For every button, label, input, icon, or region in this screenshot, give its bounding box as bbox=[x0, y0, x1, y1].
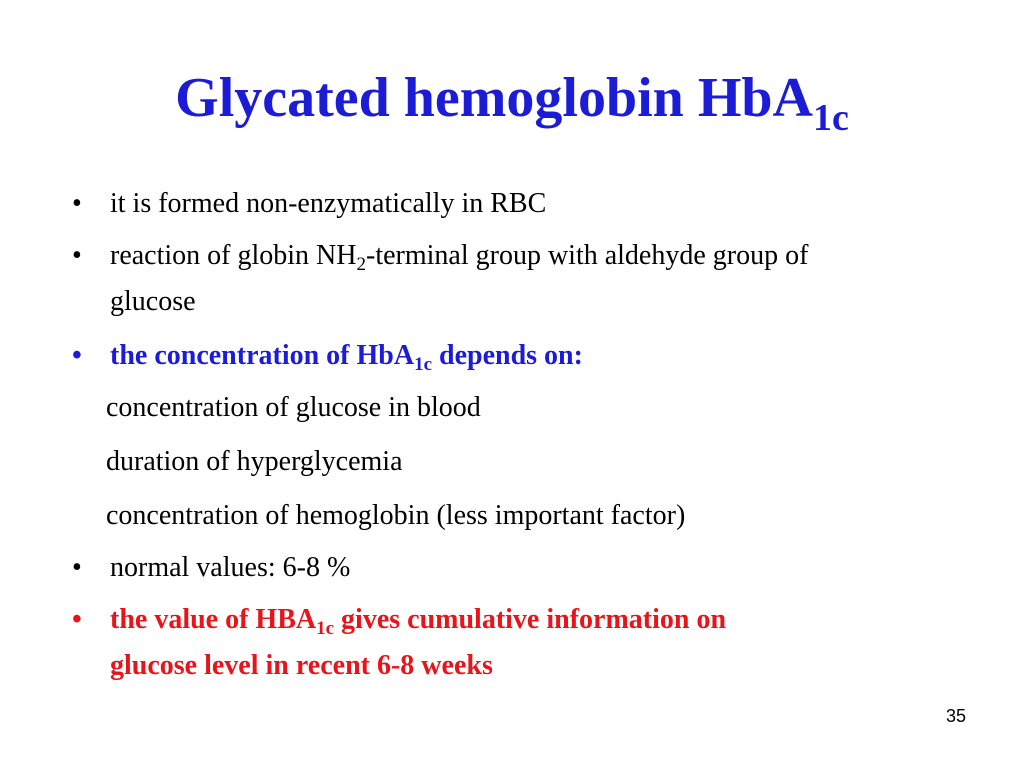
slide-title bbox=[0, 62, 1024, 139]
slide-title-subscript: 1c bbox=[812, 97, 849, 139]
slide-title-main: Glycated hemoglobin HbA bbox=[175, 67, 813, 129]
bullet-item-reaction-line2: glucose bbox=[110, 286, 196, 317]
bullet-item-reaction-sub: 2 bbox=[356, 254, 366, 275]
bullet-marker: • bbox=[72, 552, 82, 583]
bullet-item-hba1c-value bbox=[110, 598, 726, 642]
bullet-item-reaction-post: -terminal group with aldehyde group of bbox=[366, 240, 809, 271]
bullet-marker: • bbox=[72, 240, 82, 271]
bullet-item-concentration-sub: 1c bbox=[414, 354, 433, 375]
bullet-item-formed: it is formed non-enzymatically in RBC bbox=[110, 188, 547, 219]
bullet-item-reaction-pre: reaction of globin NH bbox=[110, 240, 357, 271]
bullet-item-reaction bbox=[110, 234, 808, 278]
bullet-item-hba1c-line2: glucose level in recent 6-8 weeks bbox=[110, 650, 493, 681]
page-number: 35 bbox=[945, 706, 966, 726]
bullet-marker: • bbox=[72, 340, 82, 371]
bullet-item-hba1c-pre: the value of HBA bbox=[110, 604, 317, 635]
bullet-item-concentration-post: depends on: bbox=[432, 340, 583, 371]
bullet-item-normal-values: normal values: 6-8 % bbox=[110, 552, 351, 583]
sub-item-hyperglycemia: duration of hyperglycemia bbox=[106, 446, 403, 477]
bullet-marker: • bbox=[72, 188, 82, 219]
sub-item-hemoglobin: concentration of hemoglobin (less important factor) bbox=[106, 500, 686, 531]
sub-item-glucose-blood: concentration of glucose in blood bbox=[106, 392, 481, 423]
bullet-item-concentration-pre: the concentration of HbA bbox=[110, 340, 415, 371]
bullet-item-hba1c-sub: 1c bbox=[316, 618, 335, 639]
bullet-item-hba1c-post: gives cumulative information on bbox=[334, 604, 727, 635]
bullet-item-concentration-depends bbox=[110, 334, 583, 378]
bullet-marker: • bbox=[72, 604, 82, 635]
